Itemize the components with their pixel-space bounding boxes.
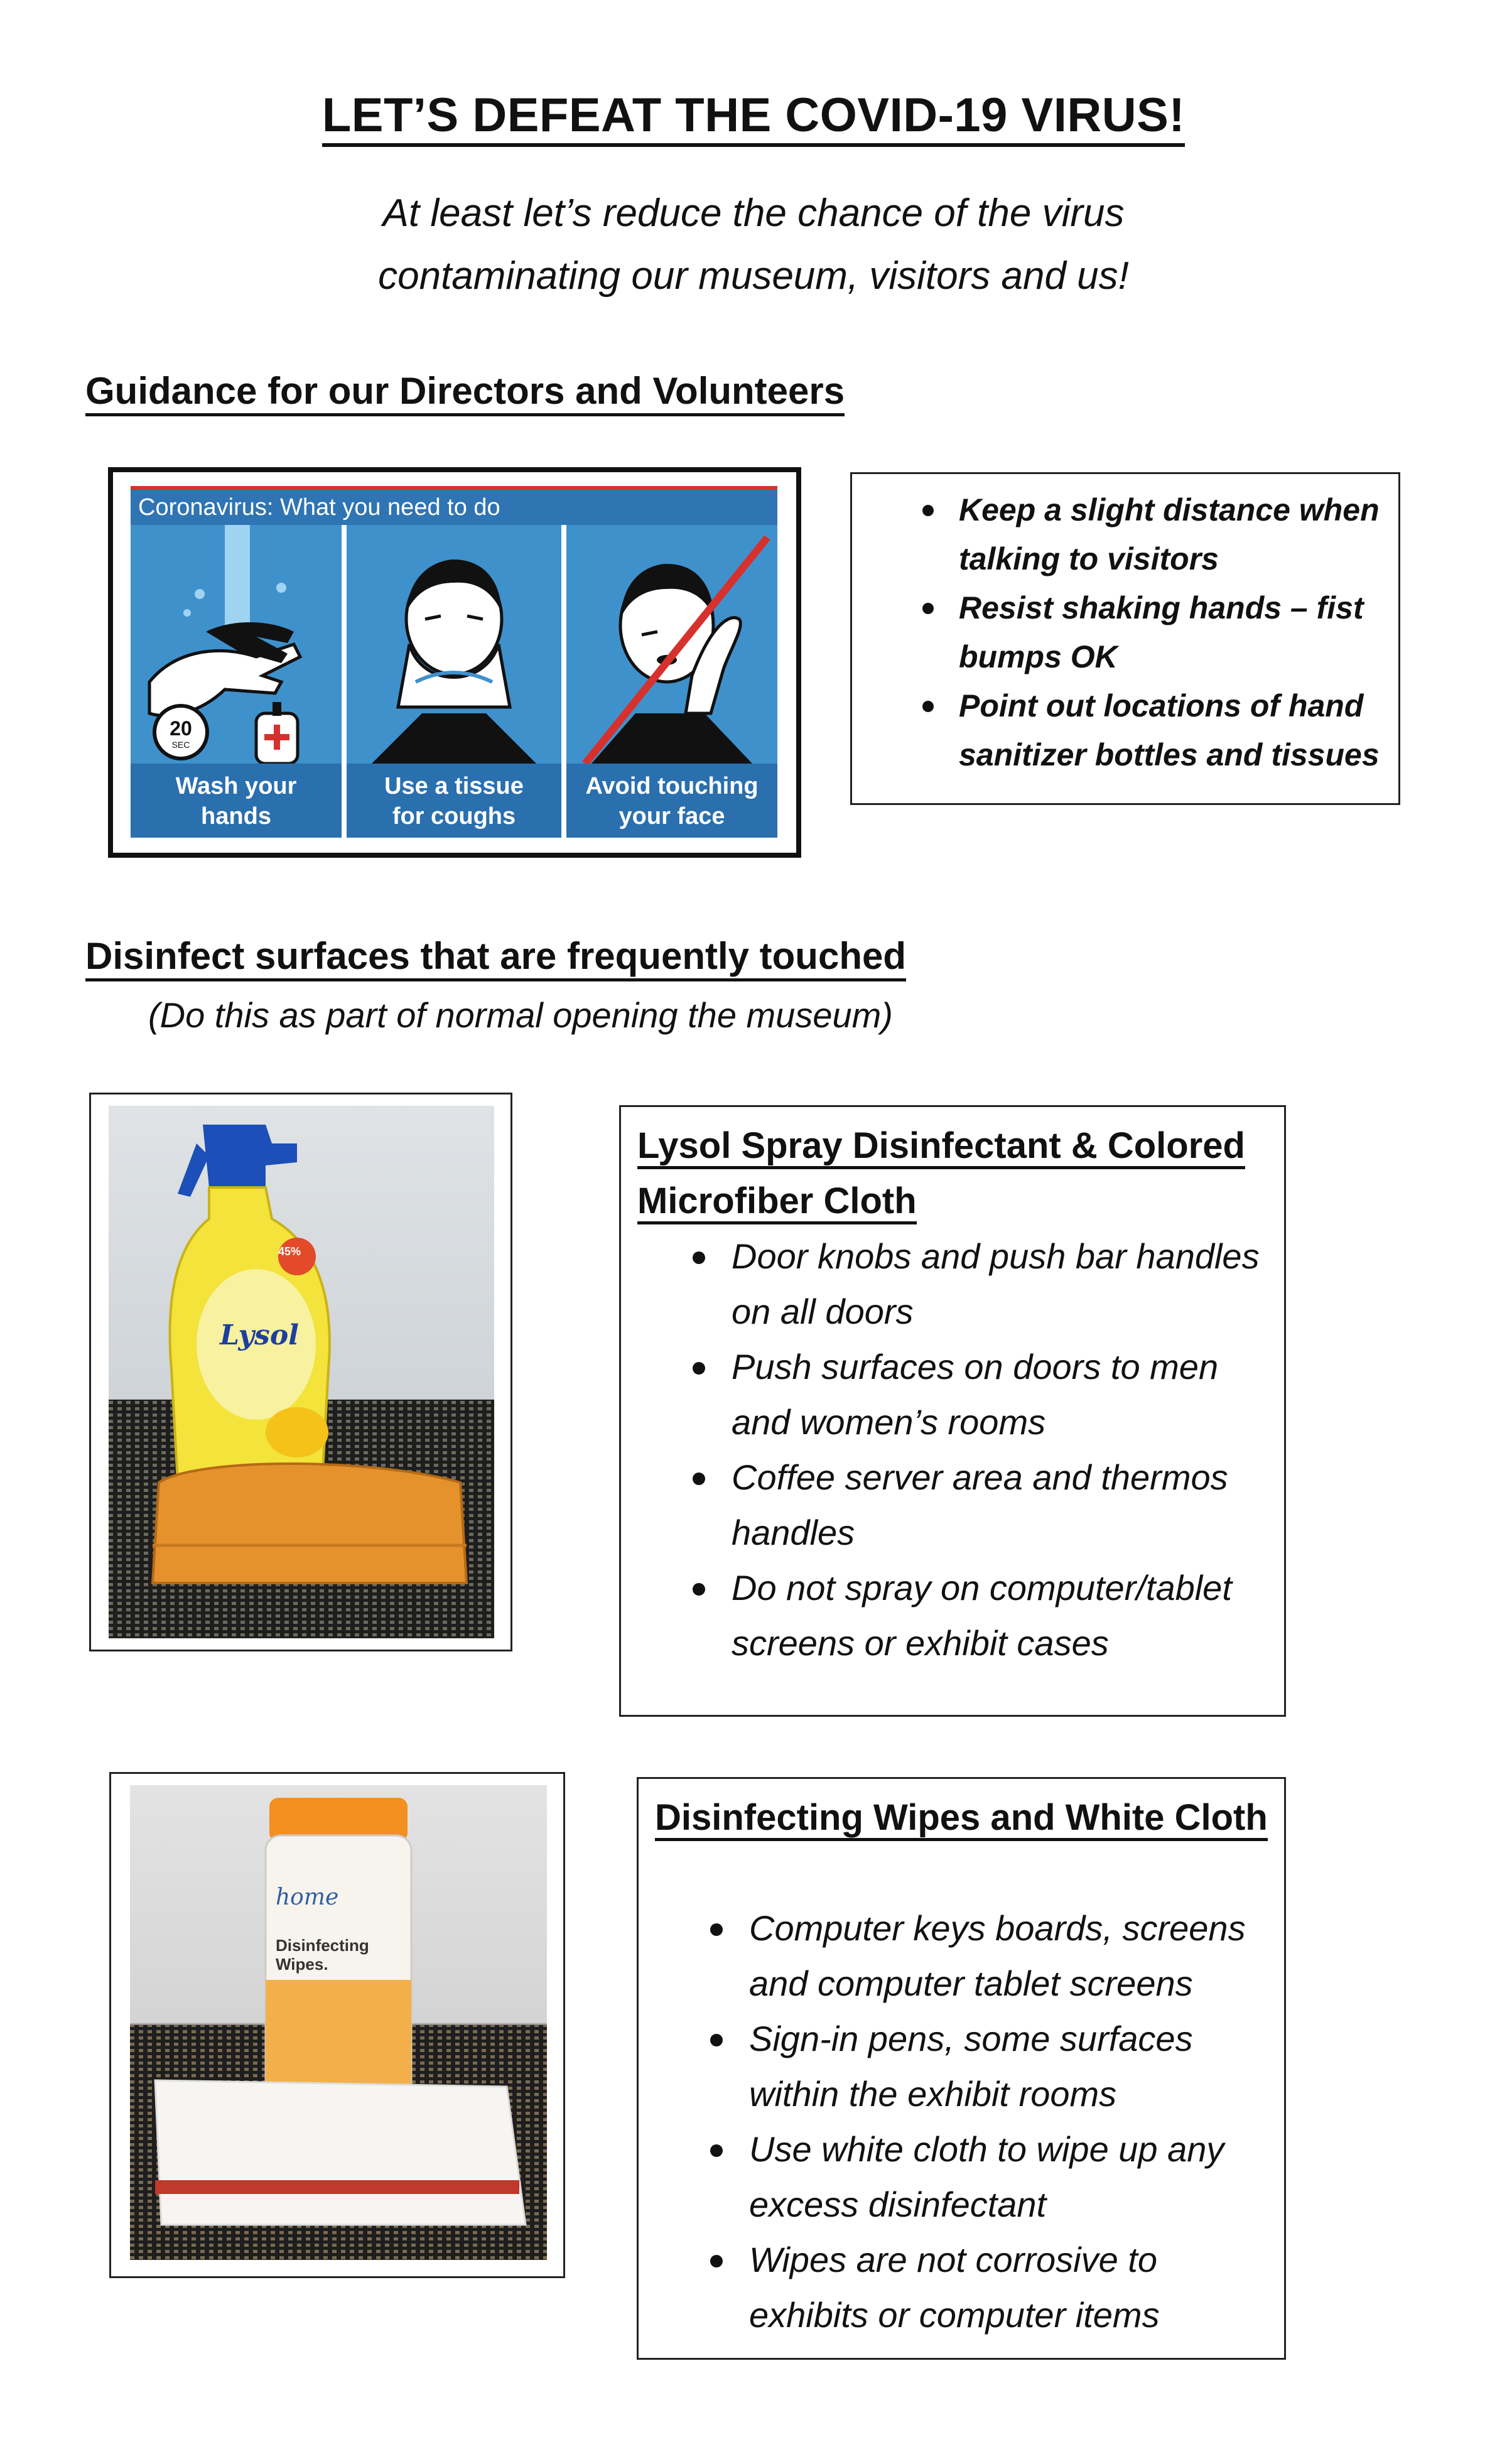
lysol-photo-frame	[89, 1093, 512, 1651]
coronavirus-poster	[108, 467, 801, 858]
wipes-box	[637, 1777, 1286, 2360]
list-item: Coffee server area and thermos handles	[675, 1450, 1272, 1560]
list-item: Use white cloth to wipe up any excess disinfectant	[693, 2122, 1272, 2232]
lysol-photo	[109, 1106, 494, 1638]
wipes-photo-frame	[109, 1772, 565, 2278]
list-item: Do not spray on computer/tablet screens or exhibit cases	[675, 1560, 1272, 1671]
poster-caption-face: Avoid touching your face	[566, 764, 777, 838]
list-item: Computer keys boards, screens and computer tablet screens	[693, 1901, 1272, 2011]
page-title: LET’S DEFEAT THE COVID-19 VIRUS!	[0, 88, 1507, 143]
poster-title: Coronavirus: What you need to do	[131, 486, 777, 525]
poster-caption-wash: Wash your hands	[131, 764, 342, 838]
timer-value: 20	[170, 717, 192, 740]
poster-caption-tissue: Use a tissue for coughs	[347, 764, 561, 838]
poster-divider	[342, 525, 347, 838]
disinfect-note: (Do this as part of normal opening the museum)	[148, 995, 893, 1035]
lysol-spray-bottle-image	[109, 1106, 494, 1638]
list-item: Sign-in pens, some surfaces within the exhibit rooms	[693, 2011, 1272, 2122]
wipes-brand-label: home	[276, 1884, 339, 1910]
timer-unit: SEC	[171, 740, 190, 750]
list-item: Door knobs and push bar handles on all doors	[675, 1229, 1272, 1339]
list-item: Push surfaces on doors to men and women’s rooms	[675, 1339, 1272, 1450]
list-item: Resist shaking hands – fist bumps OK	[909, 583, 1392, 681]
lysol-items-list	[675, 1229, 1272, 1671]
poster-divider	[561, 525, 566, 838]
poster-inner	[131, 486, 777, 838]
wipes-photo	[130, 1785, 547, 2260]
wipes-product-label: Disinfecting Wipes.	[276, 1936, 369, 1974]
lysol-percent-label: 45%	[278, 1245, 301, 1258]
disinfect-heading: Disinfect surfaces that are frequently touched	[85, 934, 906, 978]
wipes-title: Disinfecting Wipes and White Cloth	[655, 1790, 1272, 1845]
disinfecting-wipes-image	[130, 1785, 547, 2260]
poster-panel-wash	[131, 525, 342, 838]
guidance-heading: Guidance for our Directors and Volunteers	[85, 369, 845, 413]
guidance-tips-box	[850, 472, 1400, 805]
list-item: Keep a slight distance when talking to visitors	[909, 485, 1392, 583]
poster-panel-face	[566, 525, 777, 838]
list-item: Wipes are not corrosive to exhibits or computer items	[693, 2232, 1272, 2343]
page-subtitle	[0, 182, 1507, 308]
subtitle-line-1: At least let’s reduce the chance of the virus	[382, 192, 1125, 235]
lysol-brand-label: Lysol	[220, 1319, 299, 1351]
lysol-box	[619, 1105, 1286, 1717]
poster-panel-tissue	[347, 525, 561, 838]
guidance-tips-list	[909, 485, 1392, 779]
wipes-items-list	[693, 1901, 1272, 2343]
list-item: Point out locations of hand sanitizer bottles and tissues	[909, 681, 1392, 779]
subtitle-line-2: contaminating our museum, visitors and us!	[378, 254, 1129, 298]
lysol-title: Lysol Spray Disinfectant & Colored Microfiber Cloth	[637, 1118, 1272, 1229]
